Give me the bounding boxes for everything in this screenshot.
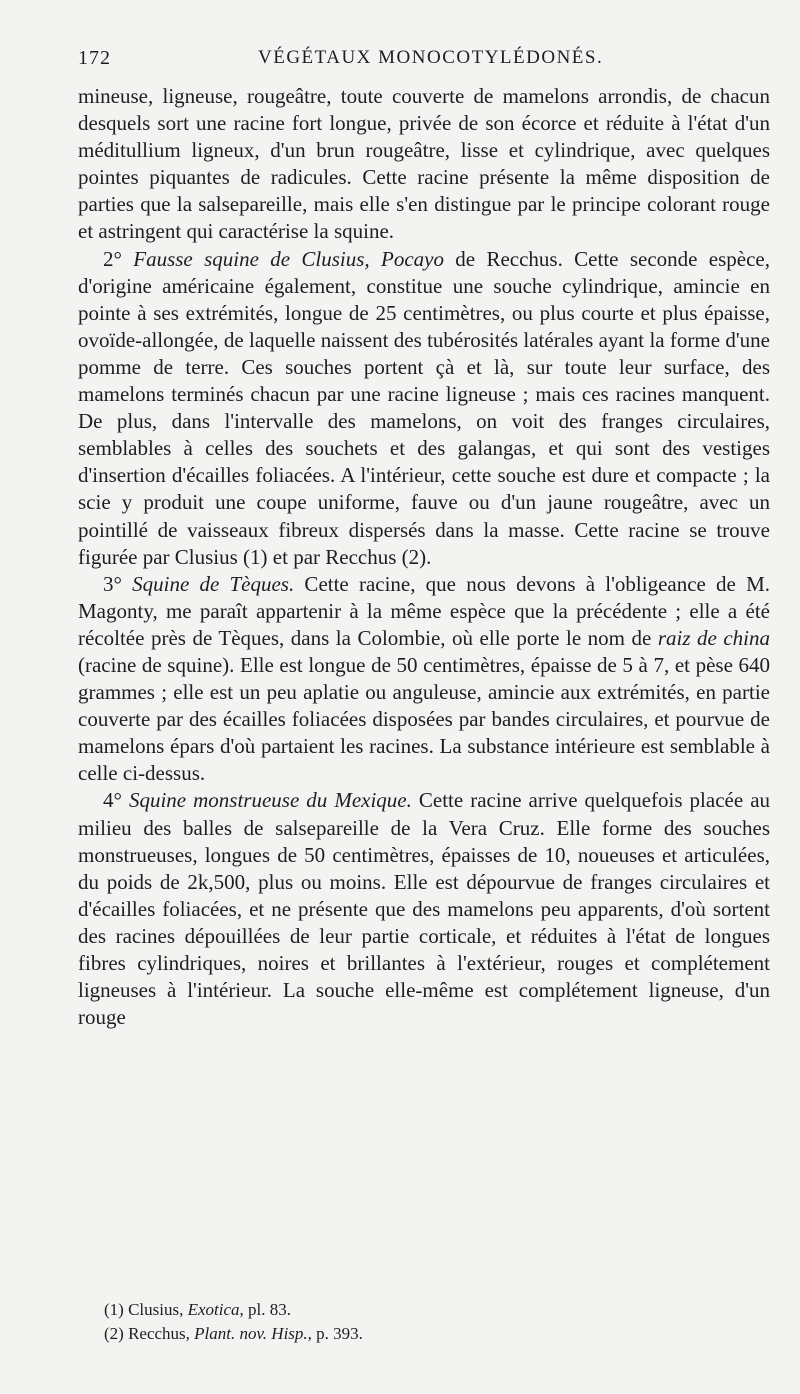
paragraph-number: 4° bbox=[103, 788, 122, 813]
footnote-author: Clusius, bbox=[128, 1300, 188, 1319]
footnote-mark: (2) bbox=[104, 1324, 124, 1343]
paragraph-title: Fausse squine de Clusius, Pocayo bbox=[133, 246, 444, 271]
body-text bbox=[78, 83, 770, 1031]
paragraph-text: Cette racine, que nous devons à l'obligeance de M. Magonty, me paraît appartenir à la même espèce que la précédente ; elle a été récoltée près de Tèques, dans la Colombie, où elle porte le nom de bbox=[78, 571, 770, 650]
footnotes bbox=[104, 1298, 664, 1346]
footnote-ref: , pl. 83. bbox=[239, 1300, 292, 1319]
paragraph-continuation bbox=[78, 83, 770, 246]
footnote-author: Recchus, bbox=[128, 1324, 195, 1343]
footnote-2 bbox=[104, 1322, 664, 1346]
footnote-1 bbox=[104, 1298, 664, 1322]
paragraph-text: (racine de squine). Elle est longue de 50 centimètres, épaisse de 5 à 7, et pèse 640 grammes ; elle est un peu aplatie ou anguleuse, amincie aux extrémités, en partie couverte par des écailles foliacées disposées par bandes circulaires, et pourvue de mamelons épars d'où partaient les racines. La substance intérieure est semblable à celle ci-dessus. bbox=[78, 652, 770, 786]
footnote-mark: (1) bbox=[104, 1300, 124, 1319]
footnote-work: Exotica bbox=[187, 1300, 240, 1319]
footnote-ref: , p. 393. bbox=[307, 1324, 363, 1343]
paragraph-squine-de-teques bbox=[78, 571, 770, 788]
paragraph-fausse-squine bbox=[78, 246, 770, 571]
paragraph-text: mineuse, ligneuse, rougeâtre, toute couverte de mamelons arrondis, de chacun desquels sort une racine fort longue, privée de son écorce et réduite à l'état d'un méditullium ligneux, d'un brun rougeâtre, lisse et cylindrique, avec quelques pointes piquantes de radicules. Cette racine présente la même disposition de parties que la salsepareille, mais elle s'en distingue par le principe colorant rouge et astringent qui caractérise la squine. bbox=[78, 84, 770, 244]
paragraph-squine-monstrueuse bbox=[78, 787, 770, 1031]
page-number: 172 bbox=[78, 47, 111, 69]
paragraph-title: Squine de Tèques. bbox=[132, 571, 295, 596]
paragraph-text: Cette racine arrive quelquefois placée au milieu des balles de salsepareille de la Vera Cruz. Elle forme des souches monstrueuses, longues de 50 centimètres, épaisses de 10, noueuses et articulées, du poids de 2k,500, plus ou moins. Elle est dépourvue de franges circulaires et d'écailles foliacées, et ne présente que des mamelons peu apparents, d'où sortent des racines dépouillées de leur partie corticale, et réduites à l'état de longues fibres cylindriques, noires et brillantes à l'extérieur, rouges et complétement ligneuses à l'intérieur. La souche elle-même est complétement ligneuse, d'un rouge bbox=[78, 788, 771, 1030]
paragraph-emphasis: raiz de china bbox=[657, 625, 771, 650]
paragraph-number: 2° bbox=[103, 246, 122, 271]
paragraph-title: Squine monstrueuse du Mexique. bbox=[128, 788, 412, 813]
page-header bbox=[78, 47, 770, 77]
paragraph-number: 3° bbox=[103, 571, 122, 596]
footnote-work: Plant. nov. Hisp. bbox=[194, 1324, 308, 1343]
running-title: VÉGÉTAUX MONOCOTYLÉDONÉS. bbox=[258, 47, 604, 68]
paragraph-text: de Recchus. Cette seconde espèce, d'origine américaine également, constitue une souche cylindrique, amincie en pointe à ses extrémités, longue de 25 centimètres, ou plus courte et plus épaisse, ovoïde-allongée, de laquelle naissent des tubérosités latérales ayant la forme d'une pomme de terre. Ces souches portent çà et là, sur toute leur surface, des mamelons terminés chacun par une racine ligneuse ; mais ces racines manquent. De plus, dans l'intervalle des mamelons, on voit des franges circulaires, semblables à celles des souchets et des galangas, et qui sont des vestiges d'insertion d'écailles foliacées. A l'intérieur, cette souche est dure et compacte ; la scie y produit une coupe uniforme, fauve ou d'un jaune rougeâtre, avec un pointillé de vaisseaux fibreux dispersés dans la masse. Cette racine se trouve figurée par Clusius (1) et par Recchus (2). bbox=[78, 246, 771, 569]
